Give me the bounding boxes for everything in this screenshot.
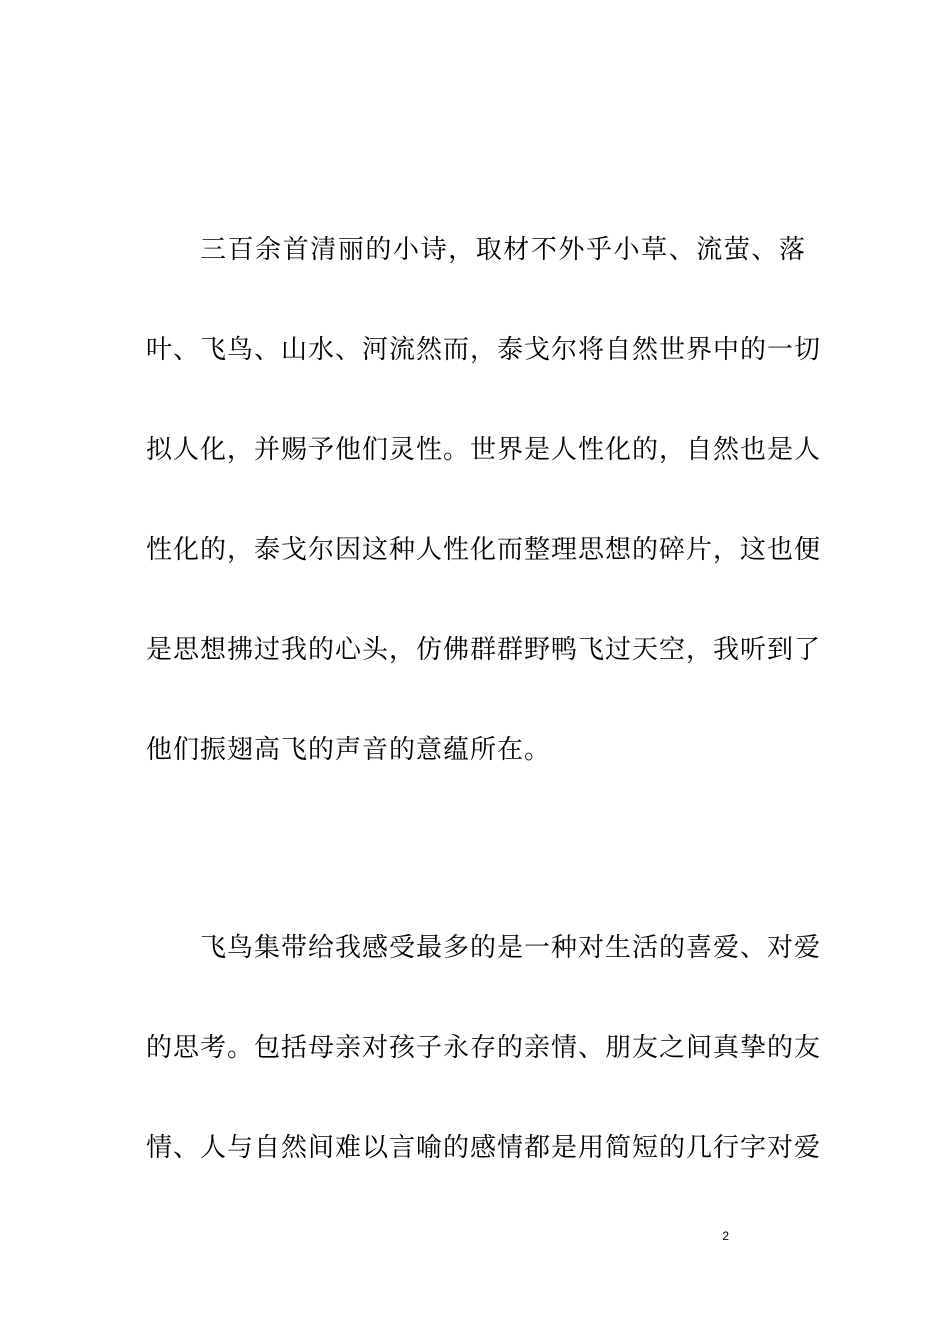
paragraph-2-line-2: 的思考。包括母亲对孩子永存的亲情、朋友之间真挚的友 (146, 1033, 822, 1063)
paragraph-1-line-5: 是思想拂过我的心头，仿佛群群野鸭飞过天空，我听到了 (146, 635, 822, 665)
paragraph-2-line-1: 飞鸟集带给我感受最多的是一种对生活的喜爱、对爱 (200, 933, 822, 963)
paragraph-1-line-2: 叶、飞鸟、山水、河流然而，泰戈尔将自然世界中的一切 (146, 335, 822, 365)
paragraph-2-line-3: 情、人与自然间难以言喻的感情都是用简短的几行字对爱 (146, 1133, 822, 1163)
paragraph-1-line-4: 性化的，泰戈尔因这种人性化而整理思想的碎片，这也便 (146, 535, 822, 565)
paragraph-1-line-6: 他们振翅高飞的声音的意蕴所在。 (146, 735, 552, 765)
paragraph-1-line-3: 拟人化，并赐予他们灵性。世界是人性化的，自然也是人 (146, 435, 822, 465)
page-number: 2 (722, 1229, 729, 1243)
paragraph-1-line-1: 三百余首清丽的小诗，取材不外乎小草、流萤、落 (200, 235, 806, 265)
